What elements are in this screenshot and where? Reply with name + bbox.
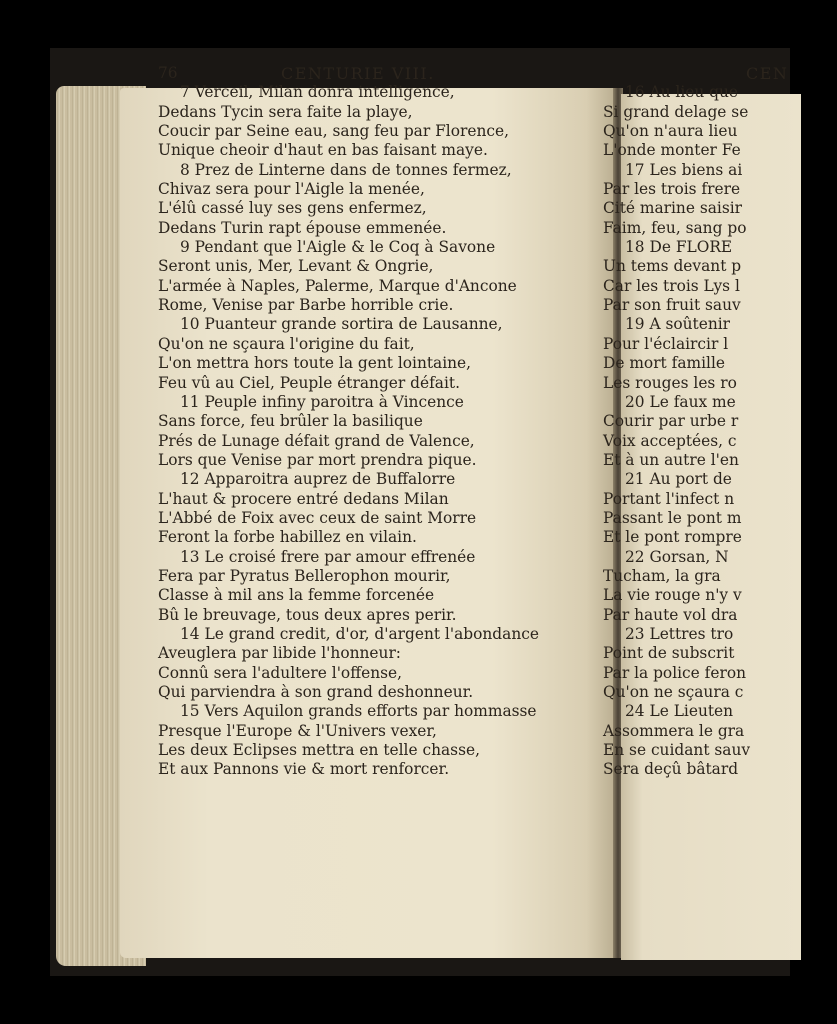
verse-line: Portant l'infect n [603,489,735,508]
verse-line: Car les trois Lys l [603,276,740,295]
verse-line: Et aux Pannons vie & mort renforcer. [158,760,450,779]
verse-line: Connû sera l'adultere l'offense, [158,663,403,682]
quatrain-first-line: 21 Au port de [625,470,732,489]
verse-line: L'onde monter Fe [603,141,741,160]
verse-line: Les deux Eclipses mettra en telle chasse, [158,741,480,760]
quatrain-first-line: 19 A soûtenir [625,315,731,334]
verse-line: Par les trois frere [603,180,741,199]
verse-line: Classe à mil ans la femme forcenée [158,586,435,605]
left-page-header [158,64,568,83]
verse-line: Assommera le gra [603,721,745,740]
quatrain-first-line: 10 Puanteur grande sortira de Lausanne, [180,315,503,334]
verse-line: En se cuidant sauv [603,741,751,760]
verse-line: Dedans Tycin sera faite la playe, [158,102,413,121]
verse-line: De mort famille [603,354,725,373]
quatrain-first-line: 16 Au lieu que [625,83,739,102]
verse-line: Cité marine saisir [603,199,743,218]
quatrain-first-line: 14 Le grand credit, d'or, d'argent l'abondance [180,624,539,643]
verse-line: Point de subscrit [603,644,735,663]
verse-line: Lors que Venise par mort prendra pique. [158,450,477,469]
quatrain-first-line: 22 Gorsan, N [625,547,729,566]
verse-line: Courir par urbe r [603,412,739,431]
verse-line: Chivaz sera pour l'Aigle la menée, [158,180,425,199]
verse-line: L'élû cassé luy ses gens enfermez, [158,199,427,218]
verse-line: Faim, feu, sang po [603,218,747,237]
verse-line: Qui parviendra à son grand deshonneur. [158,683,474,701]
verse-line: Les rouges les ro [603,373,737,392]
verse-line: Feront la forbe habillez en vilain. [158,528,417,547]
verse-line: Prés de Lunage défait grand de Valence, [158,431,475,450]
verse-line: Feu vû au Ciel, Peuple étranger défait. [158,373,460,392]
verse-line: L'haut & procere entré dedans Milan [158,489,449,508]
right-verse-lines [603,83,751,779]
verse-line: L'Abbé de Foix avec ceux de saint Morre [158,508,477,527]
quatrain-first-line: 13 Le croisé frere par amour effrenée [180,547,476,566]
right-page-header [603,64,789,83]
verse-line: Rome, Venise par Barbe horrible crie. [158,296,454,315]
verse-line: Coucir par Seine eau, sang feu par Florence, [158,122,509,141]
quatrain-first-line: 15 Vers Aquilon grands efforts par hommasse [180,702,537,721]
verse-line: Un tems devant p [603,257,742,276]
quatrain-first-line: 9 Pendant que l'Aigle & le Coq à Savone [180,238,496,257]
verse-line: Si grand delage se [603,102,749,121]
verse-line: Seront unis, Mer, Levant & Ongrie, [158,257,434,276]
verse-line: Bû le breuvage, tous deux apres perir. [158,605,457,624]
quatrain-first-line: 24 Le Lieuten [625,702,734,721]
verse-line: L'armée à Naples, Palerme, Marque d'Ancone [158,276,517,295]
verse-line: Et à un autre l'en [603,450,739,469]
quatrain-first-line: 12 Apparoitra auprez de Buffalorre [180,470,456,489]
quatrain-first-line: 8 Prez de Linterne dans de tonnes fermez, [180,160,512,179]
quatrain-first-line: 17 Les biens ai [625,160,743,179]
verse-line: Par la police feron [603,663,747,682]
verse-line: Par son fruit sauv [603,296,741,315]
running-head-right: CEN [746,64,789,83]
verse-line: Tucham, la gra [603,566,721,585]
verse-line: Qu'on n'aura lieu [603,122,738,141]
verse-line: L'on mettra hors toute la gent lointaine, [158,354,472,373]
verse-line: Pour l'éclaircir l [603,334,729,353]
verse-line: Unique cheoir d'haut en bas faisant maye. [158,141,488,160]
quatrain-first-line: 20 Le faux me [625,392,736,411]
verse-line: Presque l'Europe & l'Univers vexer, [158,721,437,740]
quatrain-first-line: 7 Verceil, Milan donra intelligence, [180,83,455,102]
verse-line: Dedans Turin rapt épouse emmenée. [158,218,447,237]
quatrain-first-line: 11 Peuple infiny paroitra à Vincence [180,392,464,411]
verse-line: Sera deçû bâtard [603,760,739,779]
running-head: CENTURIE VIII. [281,64,435,83]
right-page-text [603,64,789,780]
verse-line: Fera par Pyratus Bellerophon mourir, [158,566,451,585]
verse-line: Sans force, feu brûler la basilique [158,412,423,431]
left-verse-lines [158,83,568,779]
verse-line: Passant le pont m [603,508,742,527]
verse-line: Aveuglera par libide l'honneur: [158,644,401,663]
verse-line: La vie rouge n'y v [603,586,742,605]
verse-line: Et le pont rompre [603,528,742,547]
left-page-text [158,64,568,780]
page-number: 76 [158,64,178,82]
verse-line: Qu'on ne sçaura l'origine du fait, [158,334,415,353]
verse-line: Voix acceptées, c [603,431,737,450]
quatrain-first-line: 18 De FLORE [625,238,733,257]
quatrain-first-line: 23 Lettres tro [625,624,734,643]
verse-line: Par haute vol dra [603,605,738,624]
verse-line: Qu'on ne sçaura c [603,683,744,701]
